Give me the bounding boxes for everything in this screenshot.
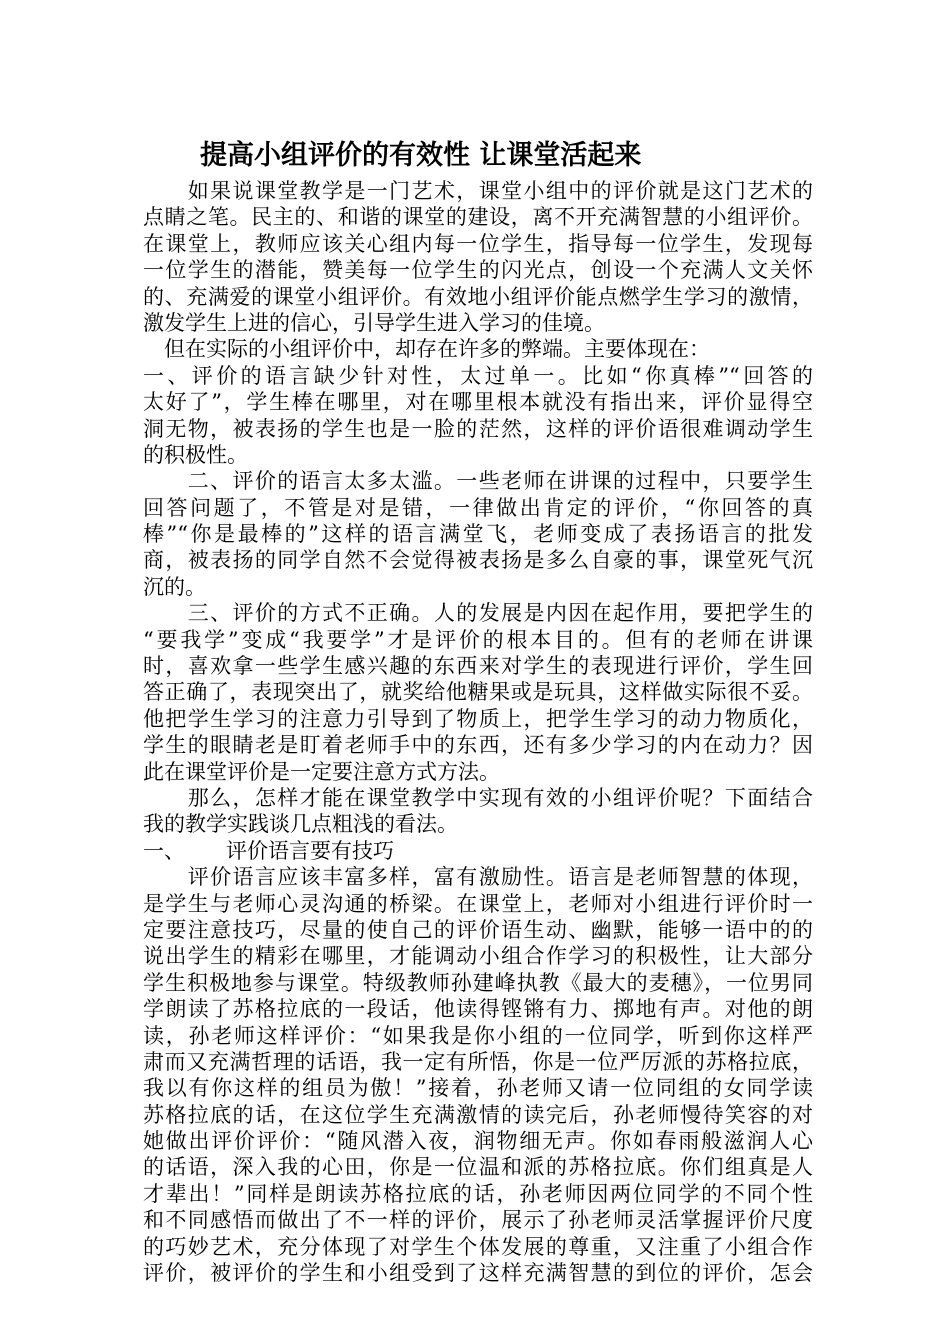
text-line: 的话语，深入我的心田，你是一位温和派的苏格拉底。你们组真是人 — [143, 1155, 813, 1180]
section-heading — [143, 838, 813, 864]
document-body — [143, 178, 813, 1286]
text-line: 二、评价的语言太多太滥。一些老师在讲课的过程中，只要学生 — [143, 469, 813, 494]
document-title: 提高小组评价的有效性 让课堂活起来 — [200, 140, 642, 171]
text-line: 回答问题了，不管是对是错，一律做出肯定的评价，“你回答的真 — [143, 495, 813, 520]
text-line: 的巧妙艺术，充分体现了对学生个体发展的尊重，又注重了小组合作 — [143, 1234, 813, 1259]
text-line: 沉的。 — [143, 574, 206, 599]
text-line: 答正确了，表现突出了，就奖给他糖果或是玩具，这样做实际很不妥。 — [143, 680, 813, 705]
text-line: 一、评价的语言缺少针对性，太过单一。比如“你真棒”“回答的 — [143, 363, 813, 388]
text-line: 学朗读了苏格拉底的一段话，他读得铿锵有力、掷地有声。对他的朗 — [143, 997, 813, 1022]
text-line: 但在实际的小组评价中，却存在许多的弊端。主要体现在： — [143, 337, 710, 362]
text-line: 是学生与老师心灵沟通的桥梁。在课堂上，老师对小组进行评价时一 — [143, 891, 813, 916]
text-line: 她做出评价评价：“随风潜入夜，润物细无声。你如春雨般滋润人心 — [143, 1129, 813, 1154]
text-line: 我的教学实践谈几点粗浅的看法。 — [143, 812, 458, 837]
text-line: 一位学生的潜能，赞美每一位学生的闪光点，创设一个充满人文关怀 — [143, 258, 813, 283]
text-line: “要我学”变成“我要学”才是评价的根本目的。但有的老师在讲课 — [143, 627, 813, 652]
text-line: 此在课堂评价是一定要注意方式方法。 — [143, 759, 500, 784]
text-line: 的、充满爱的课堂小组评价。有效地小组评价能点燃学生学习的激情， — [143, 284, 813, 309]
text-line: 说出学生的精彩在哪里，才能调动小组合作学习的积极性，让大部分 — [143, 944, 813, 969]
text-line: 在课堂上，教师应该关心组内每一位学生，指导每一位学生，发现每 — [143, 231, 813, 256]
text-line: 时，喜欢拿一些学生感兴趣的东西来对学生的表现进行评价，学生回 — [143, 654, 813, 679]
text-line: 读，孙老师这样评价：“如果我是你小组的一位同学，听到你这样严 — [143, 1023, 813, 1048]
text-line: 太好了”，学生棒在哪里，对在哪里根本就没有指出来，评价显得空 — [143, 390, 813, 415]
text-line: 我以有你这样的组员为傲！”接着，孙老师又请一位同组的女同学读 — [143, 1076, 813, 1101]
text-line: 学生积极地参与课堂。特级教师孙建峰执教《最大的麦穗》，一位男同 — [143, 970, 813, 995]
text-line: 和不同感悟而做出了不一样的评价，展示了孙老师灵活掌握评价尺度 — [143, 1208, 813, 1233]
text-line: 三、评价的方式不正确。人的发展是内因在起作用，要把学生的 — [143, 601, 813, 626]
text-line: 的积极性。 — [143, 442, 248, 467]
text-line: 如果说课堂教学是一门艺术，课堂小组中的评价就是这门艺术的 — [143, 179, 813, 203]
text-line: 洞无物，被表扬的学生也是一脸的茫然，这样的评价语很难调动学生 — [143, 416, 813, 441]
text-line: 才辈出！”同样是朗读苏格拉底的话，孙老师因两位同学的不同个性 — [143, 1181, 813, 1206]
text-line: 那么，怎样才能在课堂教学中实现有效的小组评价呢？下面结合 — [143, 785, 813, 810]
text-line: 激发学生上进的信心，引导学生进入学习的佳境。 — [143, 310, 605, 335]
text-line: 棒”“你是最棒的”这样的语言满堂飞，老师变成了表扬语言的批发 — [143, 522, 813, 547]
text-line: 定要注意技巧，尽量的使自己的评价语生动、幽默，能够一语中的的 — [143, 917, 813, 942]
text-line: 苏格拉底的话，在这位学生充满激情的读完后，孙老师慢待笑容的对 — [143, 1102, 813, 1127]
text-line: 商，被表扬的同学自然不会觉得被表扬是多么自豪的事，课堂死气沉 — [143, 548, 813, 573]
text-line: 肃而又充满哲理的话语，我一定有所悟，你是一位严厉派的苏格拉底， — [143, 1049, 813, 1074]
text-line: 评价，被评价的学生和小组受到了这样充满智慧的到位的评价，怎会 — [143, 1261, 813, 1286]
text-line: 评价语言应该丰富多样，富有激励性。语言是老师智慧的体现， — [143, 865, 813, 890]
text-line: 点睛之笔。民主的、和谐的课堂的建设，离不开充满智慧的小组评价。 — [143, 205, 813, 230]
text-line: 学生的眼睛老是盯着老师手中的东西，还有多少学习的内在动力？因 — [143, 733, 813, 758]
section-heading-text: 评价语言要有技巧 — [226, 838, 394, 863]
section-heading-number: 一、 — [143, 838, 185, 863]
text-line: 他把学生学习的注意力引导到了物质上，把学生学习的动力物质化， — [143, 706, 813, 731]
